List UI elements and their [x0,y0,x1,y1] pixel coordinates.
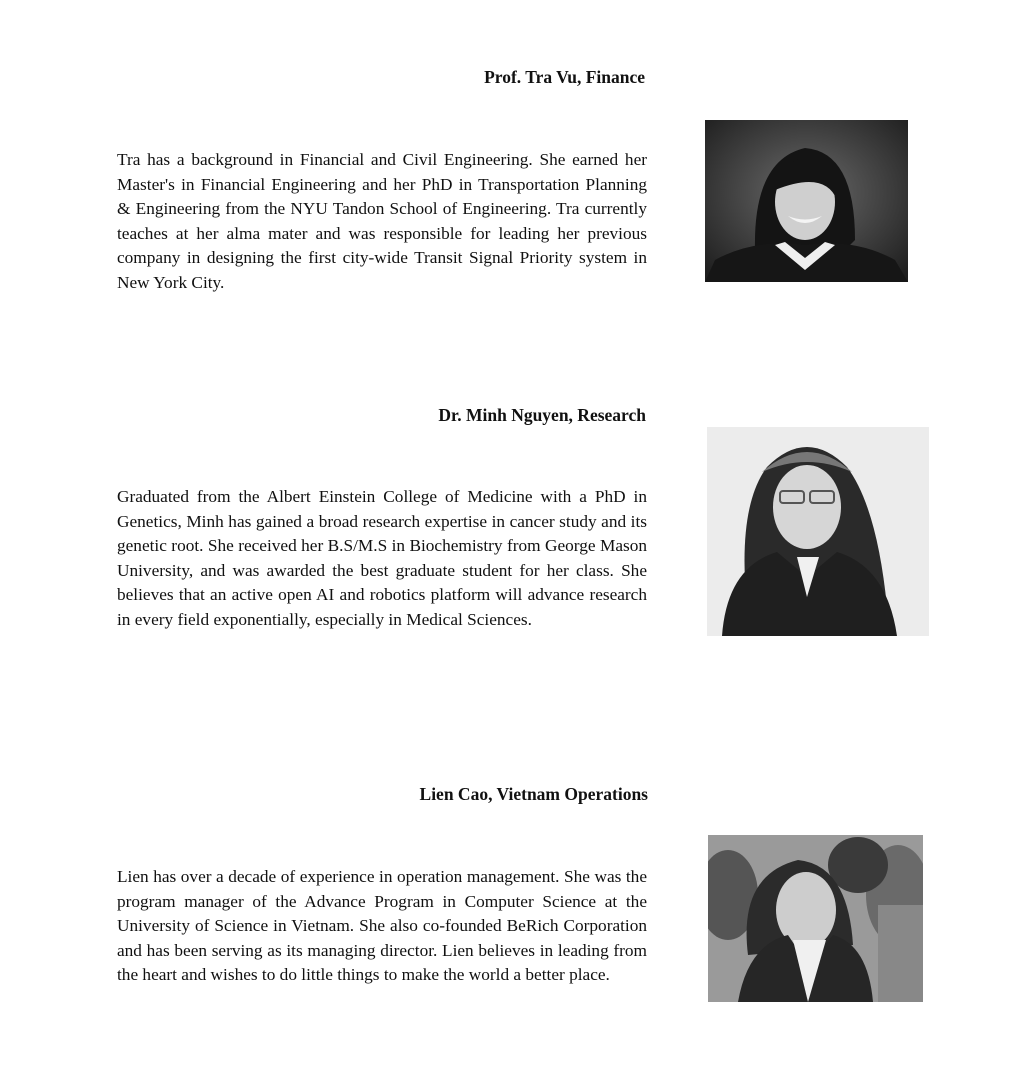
profile-name: Lien Cao, Vietnam Operations [419,784,648,804]
profile-bio: Graduated from the Albert Einstein College of Medicine with a PhD in Genetics, Minh has gained a broad research expertise in cancer study and its genetic root. She received her B.S/M.S in Biochemistry from George Mason University, and was awarded the best graduate student for her class. She believes that an active open AI and robotics platform will advance research in every field exponentially, especially in Medical Sciences. [117,487,647,629]
profile-photo [705,120,908,282]
profile-name: Prof. Tra Vu, Finance [484,67,645,87]
profile-photo [708,835,923,1002]
profile-bio: Lien has over a decade of experience in operation management. She was the program manager of the Advance Program in Computer Science at the University of Science in Vietnam. She also co-founded BeRich Corporation and has been serving as its managing director. Lien believes in leading from the heart and wishes to do little things to make the world a better place. [117,867,647,985]
profile-photo [707,427,929,636]
profile-name: Dr. Minh Nguyen, Research [438,405,646,425]
profile-bio: Tra has a background in Financial and Civil Engineering. She earned her Master's in Financial Engineering and her PhD in Transportation Planning & Engineering from the NYU Tandon School of Engineering. Tra currently teaches at her alma mater and was responsible for leading her previous company in designing the first city-wide Transit Signal Priority system in New York City. [117,150,647,292]
